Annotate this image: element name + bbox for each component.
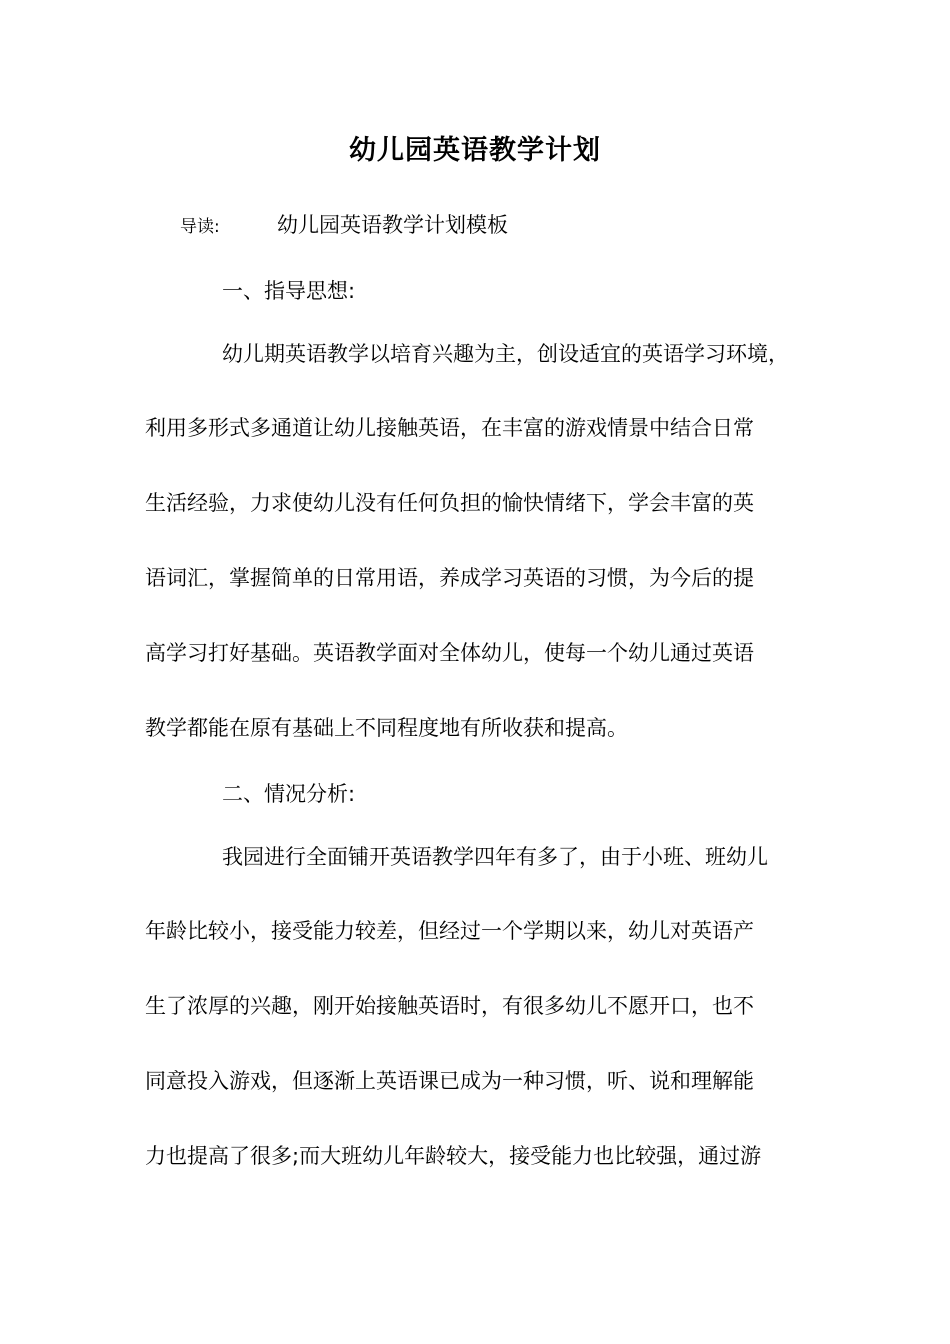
section1-line: 语词汇，掌握简单的日常用语，养成学习英语的习惯，为今后的提 (145, 566, 754, 590)
section1-line: 幼儿期英语教学以培育兴趣为主，创设适宜的英语学习环境， (222, 342, 789, 366)
section1-heading: 一、指导思想: (222, 279, 356, 303)
section2-heading: 二、情况分析: (222, 782, 356, 806)
section2-line: 同意投入游戏，但逐渐上英语课已成为一种习惯，听、说和理解能 (145, 1069, 754, 1093)
section2-line: 力也提高了很多;而大班幼儿年龄较大，接受能力也比较强，通过游 (145, 1144, 762, 1168)
section2-line: 生了浓厚的兴趣，刚开始接触英语时，有很多幼儿不愿开口，也不 (145, 994, 754, 1018)
guide-label: 导读: (180, 217, 220, 237)
section1-line: 高学习打好基础。英语教学面对全体幼儿，使每一个幼儿通过英语 (145, 641, 754, 665)
guide-text: 幼儿园英语教学计划模板 (277, 213, 508, 237)
section1-line: 生活经验，力求使幼儿没有任何负担的愉快情绪下，学会丰富的英 (145, 491, 754, 515)
section1-line: 教学都能在原有基础上不同程度地有所收获和提高。 (145, 716, 628, 740)
section2-line: 我园进行全面铺开英语教学四年有多了，由于小班、班幼儿 (222, 845, 768, 869)
section2-line: 年龄比较小，接受能力较差，但经过一个学期以来，幼儿对英语产 (145, 919, 754, 943)
section1-line: 利用多形式多通道让幼儿接触英语，在丰富的游戏情景中结合日常 (145, 416, 754, 440)
document-title: 幼儿园英语教学计划 (349, 135, 601, 166)
